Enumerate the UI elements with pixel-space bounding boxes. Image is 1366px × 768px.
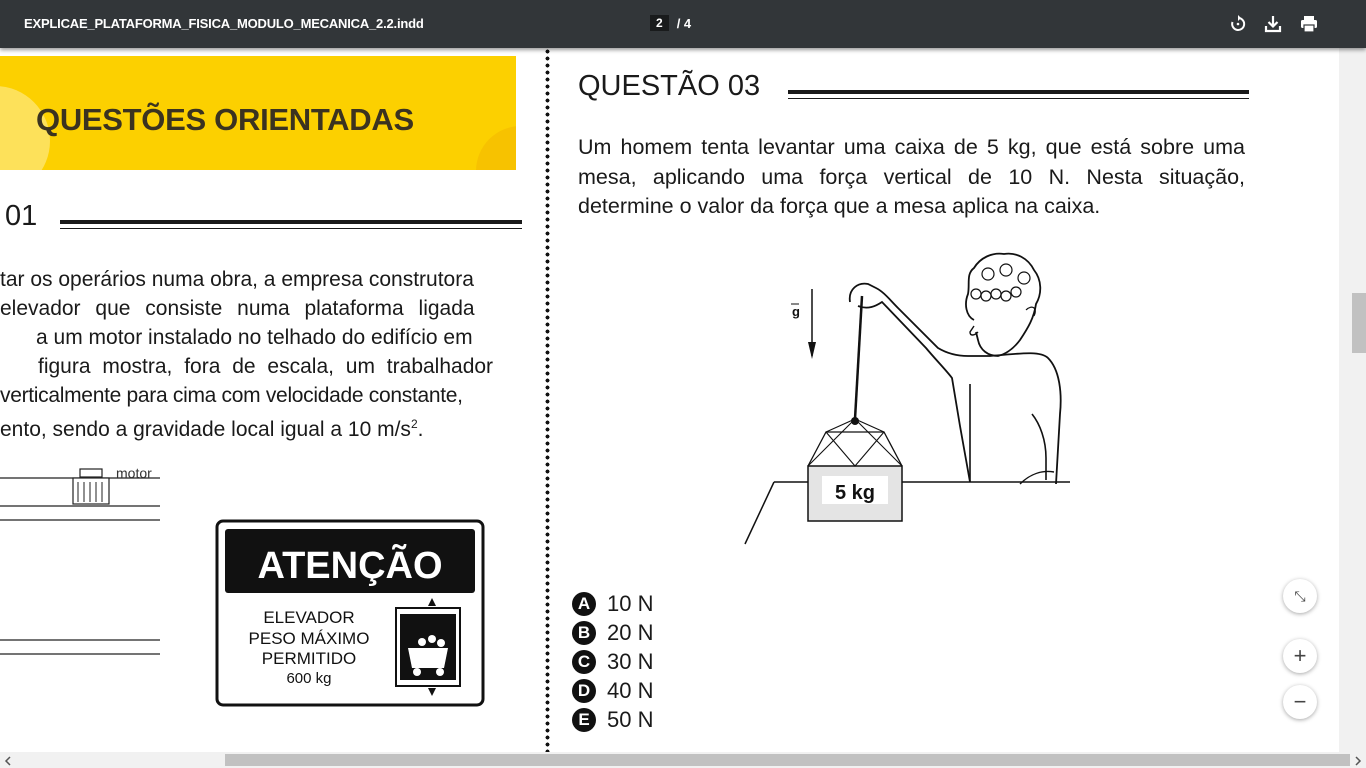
warning-sign bbox=[212, 516, 488, 712]
zoom-in-button[interactable]: + bbox=[1283, 639, 1317, 673]
pdf-toolbar bbox=[0, 0, 1366, 48]
fit-page-button[interactable]: ⤡ bbox=[1283, 579, 1317, 613]
horizontal-scroll-thumb[interactable] bbox=[225, 754, 1350, 766]
question-01-rule bbox=[60, 220, 522, 224]
answer-options bbox=[572, 589, 653, 734]
sign-line: ELEVADOR bbox=[263, 608, 355, 627]
download-icon[interactable] bbox=[1263, 14, 1283, 34]
page-total: / 4 bbox=[676, 15, 692, 31]
section-banner bbox=[0, 56, 516, 170]
question-03-title: QUESTÃO 03 bbox=[578, 70, 761, 102]
question-03-rule bbox=[788, 90, 1249, 94]
banner-title: QUESTÕES ORIENTADAS bbox=[36, 102, 414, 137]
text-line: tar os operários numa obra, a empresa construtora bbox=[0, 268, 474, 291]
column-divider bbox=[545, 48, 550, 752]
option-d[interactable]: D 40 N bbox=[572, 676, 653, 705]
question-01-text bbox=[0, 265, 518, 444]
vertical-scroll-thumb[interactable] bbox=[1352, 293, 1366, 353]
text-line: verticalmente para cima com velocidade constante, bbox=[0, 384, 463, 407]
sign-line: 600 kg bbox=[286, 670, 332, 687]
text-line: a um motor instalado no telhado do edifício em bbox=[36, 326, 473, 349]
option-b[interactable]: B 20 N bbox=[572, 618, 653, 647]
elevator-figure bbox=[0, 458, 170, 658]
sign-line: PESO MÁXIMO bbox=[248, 629, 370, 648]
gravity-label: g bbox=[792, 304, 800, 319]
elevator-cart-icon bbox=[396, 598, 460, 696]
text-line: elevador que consiste numa plataforma ligada bbox=[0, 297, 475, 320]
sign-line: PERMITIDO bbox=[261, 649, 357, 668]
question-01-number: 01 bbox=[5, 200, 38, 232]
question-03-statement: Um homem tenta levantar uma caixa de 5 kg, que está sobre uma mesa, aplicando uma força vertical de 10 N. Nesta situação, determine o valor da força que a mesa aplica na caixa. bbox=[578, 135, 1245, 218]
box-lifting-figure bbox=[730, 244, 1080, 549]
option-e[interactable]: E 50 N bbox=[572, 705, 653, 734]
box-label: 5 kg bbox=[834, 482, 876, 504]
document-title: EXPLICAE_PLATAFORMA_FISICA_MODULO_MECANICA_2.2.indd bbox=[24, 16, 424, 31]
vertical-scrollbar[interactable] bbox=[1339, 48, 1366, 752]
pdf-page bbox=[0, 48, 1339, 752]
zoom-out-button[interactable]: − bbox=[1283, 685, 1317, 719]
page-number-input[interactable]: 2 bbox=[650, 15, 669, 31]
page-indicator bbox=[650, 15, 691, 31]
text-line-last: ento, sendo a gravidade local igual a 10 $m/s^2$. bbox=[0, 417, 424, 441]
sign-title: ATENÇÃO bbox=[257, 545, 443, 587]
motor-label: motor bbox=[116, 465, 152, 481]
print-icon[interactable] bbox=[1299, 14, 1319, 34]
scroll-right-icon[interactable] bbox=[1354, 756, 1362, 766]
scroll-left-icon[interactable] bbox=[4, 756, 12, 766]
option-a[interactable]: A 10 N bbox=[572, 589, 653, 618]
text-line: figura mostra, fora de escala, um trabalhador bbox=[38, 355, 494, 378]
option-c[interactable]: C 30 N bbox=[572, 647, 653, 676]
rotate-icon[interactable] bbox=[1228, 14, 1248, 34]
